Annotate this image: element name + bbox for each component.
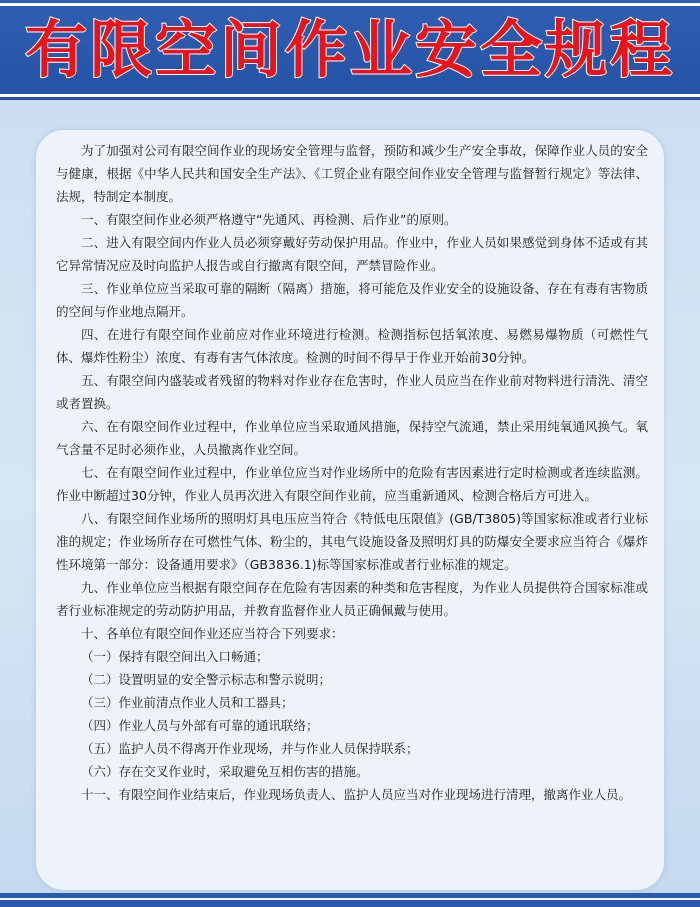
rule-4: 四、在进行有限空间作业前应对作业环境进行检测。检测指标包括氧浓度、易燃易爆物质（可燃性气体、爆炸性粉尘）浓度、有毒有害气体浓度。检测的时间不得早于作业开始前30分钟。 bbox=[56, 327, 648, 365]
rule-3: 三、作业单位应当采取可靠的隔断（隔离）措施，将可能危及作业安全的设施设备、存在有毒有害物质的空间与作业地点隔开。 bbox=[56, 281, 648, 319]
rule-5: 五、有限空间内盛装或者残留的物料对作业存在危害时，作业人员应当在作业前对物料进行清洗、清空或者置换。 bbox=[56, 373, 648, 411]
header-banner bbox=[0, 0, 700, 100]
sub-item-4: （四）作业人员与外部有可靠的通讯联络； bbox=[81, 718, 319, 733]
footer-line bbox=[0, 898, 700, 900]
rule-1: 一、有限空间作业必须严格遵守“先通风、再检测、后作业”的原则。 bbox=[81, 212, 457, 227]
sub-item-1: （一）保持有限空间出入口畅通； bbox=[81, 649, 269, 664]
page-title: 有限空间作业安全规程 bbox=[24, 13, 675, 86]
intro-paragraph: 为了加强对公司有限空间作业的现场安全管理与监督，预防和减少生产安全事故，保障作业人员的安全与健康，根据《中华人民共和国安全生产法》、《工贸企业有限空间作业安全管理与监督暂行规定》等法律、法规，特制定本制度。 bbox=[56, 143, 648, 204]
sub-item-6: （六）存在交叉作业时，采取避免互相伤害的措施。 bbox=[81, 764, 369, 779]
rule-2: 二、进入有限空间内作业人员必须穿戴好劳动保护用品。作业中，作业人员如果感觉到身体不适或有其它异常情况应及时向监护人报告或自行撤离有限空间，严禁冒险作业。 bbox=[56, 235, 648, 273]
header-bottom-line bbox=[0, 94, 700, 97]
header-top-line bbox=[0, 3, 700, 6]
rule-11: 十一、有限空间作业结束后，作业现场负责人、监护人员应当对作业现场进行清理，撤离作业人员。 bbox=[81, 787, 632, 802]
rule-8: 八、有限空间作业场所的照明灯具电压应当符合《特低电压限值》(GB/T3805)等国家标准或者行业标准的规定；作业场所存在可燃性气体、粉尘的，其电气设施设备及照明灯具的防爆安全要求应当符合《爆炸性环境第一部分：设备通用要求》（GB3836.1)标等国家标准或者行业标准的规定。 bbox=[56, 511, 648, 572]
rule-10: 十、各单位有限空间作业还应当符合下列要求： bbox=[81, 626, 344, 641]
regulation-text bbox=[56, 139, 648, 806]
sub-item-3: （三）作业前清点作业人员和工器具； bbox=[81, 695, 294, 710]
rule-7: 七、在有限空间作业过程中，作业单位应当对作业场所中的危险有害因素进行定时检测或者连续监测。作业中断超过30分钟，作业人员再次进入有限空间作业前，应当重新通风、检测合格后方可进入。 bbox=[56, 465, 648, 503]
sub-item-5: （五）监护人员不得离开作业现场，并与作业人员保持联系； bbox=[81, 741, 419, 756]
rule-6: 六、在有限空间作业过程中，作业单位应当采取通风措施，保持空气流通，禁止采用纯氧通风换气。氧气含量不足时必须作业，人员撤离作业空间。 bbox=[56, 419, 648, 457]
rule-9: 九、作业单位应当根据有限空间存在危险有害因素的种类和危害程度，为作业人员提供符合国家标准或者行业标准规定的劳动防护用品，并教育监督作业人员正确佩戴与使用。 bbox=[56, 580, 648, 618]
footer-band bbox=[0, 893, 700, 907]
sub-item-2: （二）设置明显的安全警示标志和警示说明； bbox=[81, 672, 332, 687]
